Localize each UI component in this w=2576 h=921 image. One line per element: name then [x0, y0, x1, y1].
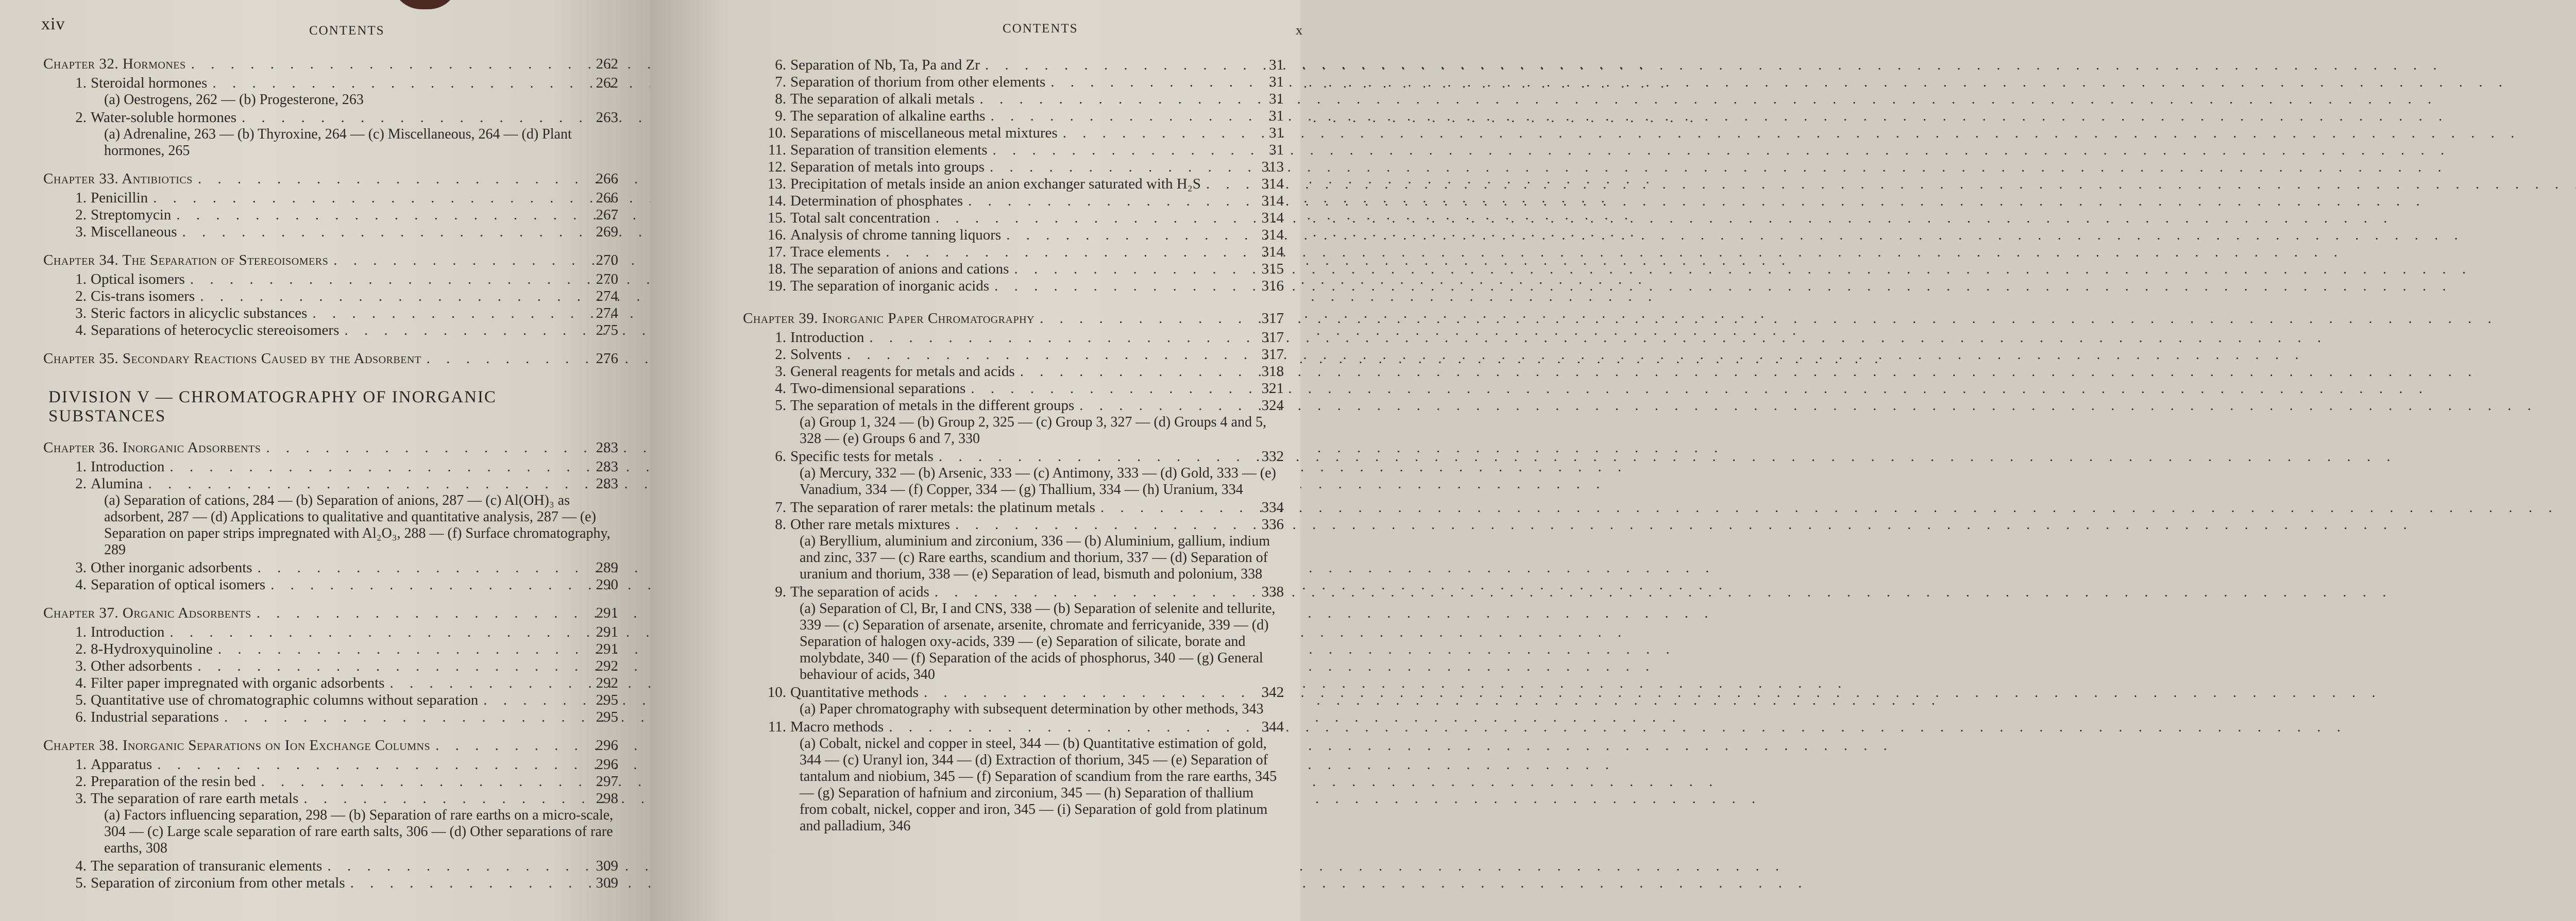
entry-title: 8-Hydroxyquinoline	[91, 641, 213, 657]
entry-page: 283	[596, 458, 618, 475]
entry-number: 14.	[767, 193, 786, 209]
entry-title: Alumina	[91, 475, 143, 492]
leader-dots	[303, 790, 583, 807]
entry-number: 3.	[75, 559, 87, 576]
entry-number: 9.	[775, 584, 786, 600]
entry-number: 3.	[75, 790, 87, 807]
toc-entry	[43, 75, 618, 92]
leader-dots	[435, 737, 583, 754]
entry-number: 4.	[75, 858, 87, 874]
entry-number: 10.	[767, 684, 786, 701]
entry-subsections: (a) Mercury, 332 — (b) Arsenic, 333 — (c) Antimony, 333 — (d) Gold, 333 — (e) Vanadium, 334 — (f) Copper, 334 — (g) Thallium, 334 — (h) Uranium, 334	[800, 465, 1276, 498]
leader-dots	[182, 224, 583, 241]
entry-page: 31	[1269, 125, 1284, 141]
toc-entry	[43, 692, 618, 709]
entry-page: 266	[596, 190, 618, 206]
leader-dots	[258, 559, 583, 576]
toc-entry	[743, 499, 1284, 516]
chapter-page: 296	[596, 737, 618, 754]
toc-entry	[43, 790, 618, 807]
leader-dots	[1100, 499, 1249, 516]
leader-dots	[869, 329, 1249, 346]
leader-dots	[198, 170, 583, 187]
entry-number: 16.	[767, 227, 786, 243]
division-heading: DIVISION V — CHROMATOGRAPHY OF INORGANIC SUBSTANCES	[48, 388, 497, 425]
entry-page: 314	[1261, 176, 1284, 192]
entry-number: 3.	[75, 224, 87, 240]
toc-entry	[43, 475, 618, 492]
leader-dots	[218, 641, 583, 658]
entry-subsections: (a) Group 1, 324 — (b) Group 2, 325 — (c) Group 3, 327 — (d) Groups 4 and 5, 328 — (e) Groups 6 and 7, 330	[800, 414, 1266, 447]
entry-page: 338	[1261, 584, 1284, 600]
entry-title: Other inorganic adsorbents	[91, 559, 252, 576]
entry-page: 314	[1261, 210, 1284, 226]
leader-dots	[889, 719, 1249, 736]
leader-dots	[955, 516, 1249, 533]
toc-entry	[743, 159, 1284, 176]
entry-page: 283	[596, 475, 618, 492]
entry-number: 1.	[75, 190, 87, 206]
leader-dots	[980, 91, 1249, 108]
entry-number: 5.	[75, 875, 87, 891]
entry-title: The separation of rare earth metals	[91, 790, 299, 807]
entry-subsections: (a) Factors influencing separation, 298 — (b) Separation of rare earths on a micro-scale, 304 — (c) Large scale separation of rare earth salts, 306 — (d) Other separations of rare earths, 308	[104, 807, 614, 856]
leader-dots	[176, 207, 583, 224]
leader-dots	[327, 858, 583, 875]
entry-page: 298	[596, 790, 618, 807]
leader-dots	[350, 875, 583, 892]
entry-page: 321	[1261, 380, 1284, 397]
toc-entry	[43, 875, 618, 892]
entry-number: 1.	[75, 624, 87, 640]
entry-number: 1.	[75, 271, 87, 287]
toc-entry	[43, 288, 618, 305]
leader-dots	[993, 142, 1249, 159]
leader-dots	[1079, 397, 1249, 414]
entry-number: 1.	[775, 329, 786, 346]
entry-number: 6.	[75, 709, 87, 725]
entry-number: 1.	[75, 756, 87, 773]
entry-page: 316	[1261, 278, 1284, 294]
entry-title: The separation of metals in the different groups	[790, 397, 1075, 414]
entry-number: 7.	[775, 499, 786, 516]
entry-title: The separation of inorganic acids	[790, 278, 989, 294]
entry-number: 9.	[775, 108, 786, 124]
toc-entry	[43, 271, 618, 288]
toc-entry	[43, 190, 618, 207]
left-page	[0, 0, 650, 921]
leader-dots	[985, 57, 1249, 74]
thumb-shadow	[392, 0, 459, 9]
chapter-title: Chapter 36. Inorganic Adsorbents	[43, 439, 261, 456]
entry-page: 297	[596, 773, 618, 790]
entry-subsections: (a) Separation of Cl, Br, I and CNS, 338 — (b) Separation of selenite and tellurite, 339 — (c) Separation of arsenate, arsenite, chromate and ferricyanide, 339 — (d) Separation of halogen oxy-acids, 339 — (e) Separation of silicate, borate and molybdate, 340 — (f) Separation of the acids of phosphorus, 340 — (g) General behaviour of acids, 340	[800, 601, 1276, 683]
leader-dots	[170, 458, 583, 475]
leader-dots	[257, 605, 583, 622]
entry-title: Streptomycin	[91, 207, 172, 223]
entry-number: 4.	[75, 675, 87, 691]
entry-page: 292	[596, 675, 618, 691]
chapter-heading	[43, 737, 618, 754]
entry-number: 3.	[75, 658, 87, 674]
leader-dots	[1063, 125, 1249, 142]
entry-page: 342	[1261, 684, 1284, 701]
entry-title: Quantitative methods	[790, 684, 919, 701]
entry-title: Steroidal hormones	[91, 75, 208, 91]
toc-entry	[743, 227, 1284, 244]
entry-title: Other rare metals mixtures	[790, 516, 951, 533]
entry-page: 274	[596, 305, 618, 321]
entry-page: 267	[596, 207, 618, 223]
leader-dots	[1206, 176, 1249, 193]
chapter-heading	[43, 605, 618, 622]
entry-title: Filter paper impregnated with organic adsorbents	[91, 675, 385, 691]
entry-page: 275	[596, 322, 618, 338]
entry-title: Introduction	[790, 329, 865, 346]
entry-page: 31	[1269, 91, 1284, 107]
chapter-title: Chapter 39. Inorganic Paper Chromatography	[743, 310, 1035, 327]
entry-page: 314	[1261, 227, 1284, 243]
leader-dots	[170, 624, 583, 641]
chapter-page: 276	[596, 350, 618, 367]
toc-entry	[743, 380, 1284, 397]
entry-page: 317	[1261, 346, 1284, 363]
entry-number: 3.	[775, 363, 786, 380]
entry-page: 290	[596, 576, 618, 593]
leader-dots	[483, 692, 583, 709]
entry-title: The separation of anions and cations	[790, 261, 1009, 277]
leader-dots	[157, 756, 583, 773]
running-head: CONTENTS	[309, 24, 385, 38]
toc-entry	[743, 719, 1284, 736]
entry-page: 262	[596, 75, 618, 91]
leader-dots	[190, 271, 583, 288]
entry-number: 11.	[768, 719, 786, 735]
entry-title: Separations of heterocyclic stereoisomers	[91, 322, 340, 338]
entry-number: 18.	[767, 261, 786, 277]
entry-title: Quantitative use of chromatographic columns without separation	[91, 692, 479, 708]
toc-entry	[743, 397, 1284, 414]
entry-subsections: (a) Separation of cations, 284 — (b) Separation of anions, 287 — (c) Al(OH)₃ as adsorbent, 287 — (d) Applications to qualitative and quantitative analysis, 287 — (e) Separation on paper strips impregnated with Al₂O₃, 288 — (f) Surface chromatography, 289	[104, 492, 611, 558]
entry-page: 309	[596, 858, 618, 874]
chapter-heading	[43, 439, 618, 456]
entry-number: 8.	[775, 91, 786, 107]
toc-entry	[743, 125, 1284, 142]
toc-entry	[43, 576, 618, 593]
entry-title: Separation of zirconium from other metals	[91, 875, 345, 891]
entry-number: 17.	[767, 244, 786, 260]
entry-number: 2.	[75, 109, 87, 126]
entry-title: Separation of transition elements	[790, 142, 988, 158]
entry-title: Penicillin	[91, 190, 148, 206]
entry-title: Trace elements	[790, 244, 881, 260]
entry-title: Solvents	[790, 346, 842, 363]
leader-dots	[936, 210, 1249, 227]
entry-number: 5.	[75, 692, 87, 708]
entry-number: 2.	[75, 773, 87, 790]
entry-number: 1.	[75, 458, 87, 475]
entry-number: 12.	[767, 159, 786, 175]
leader-dots	[935, 584, 1249, 601]
entry-title: Apparatus	[91, 756, 152, 773]
leader-dots	[939, 448, 1249, 465]
entry-page: 31	[1269, 57, 1284, 73]
entry-title: Separations of miscellaneous metal mixtures	[790, 125, 1058, 141]
leader-dots	[990, 159, 1249, 176]
entry-title: Steric factors in alicyclic substances	[91, 305, 308, 321]
toc-entry	[743, 74, 1284, 91]
entry-title: Separation of metals into groups	[790, 159, 985, 175]
page-number: x	[1296, 23, 1302, 38]
toc-left	[43, 56, 618, 892]
entry-number: 11.	[768, 142, 786, 158]
chapter-page: 317	[1261, 310, 1284, 327]
toc-entry	[43, 624, 618, 641]
entry-page: 317	[1261, 329, 1284, 346]
entry-title: Total salt concentration	[790, 210, 930, 226]
entry-page: 315	[1261, 261, 1284, 277]
entry-number: 13.	[767, 176, 786, 192]
toc-entry	[743, 91, 1284, 108]
chapter-page: 270	[596, 252, 618, 268]
chapter-page: 283	[596, 439, 618, 456]
entry-number: 4.	[775, 380, 786, 397]
entry-subsections: (a) Paper chromatography with subsequent determination by other methods, 343	[800, 701, 1264, 717]
entry-subsections: (a) Cobalt, nickel and copper in steel, 344 — (b) Quantitative estimation of gold, 344 — (c) Uranyl ion, 344 — (d) Extraction of thorium, 345 — (e) Separation of tantalum and niobium, 345 — (f) Separation of scandium from the rare earths, 345 — (g) Separation of hafnium and zirconium, 345 — (h) Separation of thallium from cobalt, nickel, copper and iron, 345 — (i) Separation of gold from platinum and palladium, 346	[800, 736, 1277, 834]
toc-entry	[43, 675, 618, 692]
leader-dots	[924, 684, 1249, 701]
toc-entry	[43, 658, 618, 675]
entry-number: 2.	[775, 346, 786, 363]
entry-page: 336	[1261, 516, 1284, 533]
leader-dots	[212, 75, 583, 92]
toc-entry	[743, 142, 1284, 159]
toc-entry	[43, 709, 618, 726]
leader-dots	[990, 108, 1249, 125]
chapter-heading	[43, 56, 618, 73]
entry-number: 6.	[775, 448, 786, 465]
toc-entry	[43, 641, 618, 658]
entry-page: 344	[1261, 719, 1284, 735]
entry-title: Water-soluble hormones	[91, 109, 236, 126]
entry-number: 3.	[75, 305, 87, 321]
entry-title: Introduction	[91, 458, 165, 475]
entry-title: The separation of alkaline earths	[790, 108, 986, 124]
toc-entry	[743, 363, 1284, 380]
entry-number: 19.	[767, 278, 786, 294]
entry-title: Industrial separations	[91, 709, 219, 725]
entry-page: 274	[596, 288, 618, 304]
entry-page: 269	[596, 224, 618, 240]
entry-number: 4.	[75, 322, 87, 338]
toc-entry	[743, 57, 1284, 74]
toc-entry	[743, 329, 1284, 346]
leader-dots	[333, 252, 583, 269]
entry-title: General reagents for metals and acids	[790, 363, 1015, 380]
toc-entry	[743, 516, 1284, 533]
entry-number: 2.	[75, 207, 87, 223]
entry-number: 1.	[75, 75, 87, 91]
toc-entry	[43, 224, 618, 241]
leader-dots	[270, 576, 583, 593]
chapter-title: Chapter 34. The Separation of Stereoisomers	[43, 252, 329, 268]
entry-page: 292	[596, 658, 618, 674]
toc-right	[743, 57, 1284, 835]
chapter-page: 262	[596, 56, 618, 72]
leader-dots	[197, 658, 583, 675]
entry-page: 313	[1261, 159, 1284, 175]
entry-page: 291	[596, 641, 618, 657]
entry-subsections: (a) Beryllium, aluminium and zirconium, 336 — (b) Aluminium, gallium, indium and zinc, 337 — (c) Rare earths, scandium and thorium, 337 — (d) Separation of uranium and thorium, 338 — (e) Separation of lead, bismuth and polonium, 338	[800, 533, 1270, 582]
entry-title: The separation of rarer metals: the platinum metals	[790, 499, 1095, 516]
entry-number: 7.	[775, 74, 786, 90]
running-head: CONTENTS	[1003, 22, 1078, 36]
leader-dots	[1014, 261, 1249, 278]
toc-entry	[43, 305, 618, 322]
chapter-title: Chapter 35. Secondary Reactions Caused by the Adsorbent	[43, 350, 421, 367]
right-page	[650, 0, 1300, 921]
entry-page: 291	[596, 624, 618, 640]
entry-page: 31	[1269, 142, 1284, 158]
leader-dots	[968, 193, 1249, 210]
toc-entry	[43, 756, 618, 773]
leader-dots	[994, 278, 1249, 295]
chapter-title: Chapter 38. Inorganic Separations on Ion Exchange Columns	[43, 737, 431, 754]
entry-title: Specific tests for metals	[790, 448, 934, 465]
leader-dots	[266, 439, 583, 456]
entry-number: 15.	[767, 210, 786, 226]
entry-page: 263	[596, 109, 618, 126]
chapter-heading	[743, 310, 1284, 327]
entry-number: 2.	[75, 288, 87, 304]
leader-dots	[148, 475, 584, 492]
toc-entry	[743, 261, 1284, 278]
toc-entry	[43, 322, 618, 339]
entry-title: Macro methods	[790, 719, 884, 735]
entry-title: Separation of Nb, Ta, Pa and Zr	[790, 57, 980, 73]
entry-title: Separation of thorium from other elements	[790, 74, 1046, 90]
leader-dots	[1020, 363, 1249, 380]
entry-number: 5.	[775, 397, 786, 414]
toc-entry	[743, 193, 1284, 210]
toc-entry	[43, 109, 618, 126]
leader-dots	[389, 675, 583, 692]
entry-page: 314	[1261, 193, 1284, 209]
toc-entry	[743, 584, 1284, 601]
entry-page: 295	[596, 692, 618, 708]
toc-entry	[43, 207, 618, 224]
entry-title: Analysis of chrome tanning liquors	[790, 227, 1002, 243]
entry-number: 4.	[75, 576, 87, 593]
entry-page: 295	[596, 709, 618, 725]
entry-title: Miscellaneous	[91, 224, 177, 240]
toc-entry	[43, 773, 618, 790]
entry-page: 324	[1261, 397, 1284, 414]
entry-number: 8.	[775, 516, 786, 533]
entry-title: Other adsorbents	[91, 658, 193, 674]
entry-page: 289	[596, 559, 618, 576]
leader-dots	[153, 190, 583, 207]
chapter-title: Chapter 33. Antibiotics	[43, 170, 193, 187]
toc-entry	[743, 176, 1284, 193]
toc-entry	[743, 210, 1284, 227]
entry-title: Cis-trans isomers	[91, 288, 195, 304]
leader-dots	[344, 322, 583, 339]
leader-dots	[1006, 227, 1249, 244]
toc-entry	[743, 684, 1284, 701]
page-number: xiv	[41, 14, 65, 33]
entry-page: 31	[1269, 108, 1284, 124]
entry-title: Precipitation of metals inside an anion exchanger saturated with H₂S	[790, 176, 1201, 192]
toc-entry	[743, 448, 1284, 465]
entry-page: 270	[596, 271, 618, 287]
chapter-title: Chapter 37. Organic Adsorbents	[43, 605, 251, 621]
entry-subsections: (a) Oestrogens, 262 — (b) Progesterone, 263	[104, 92, 364, 108]
toc-entry	[43, 458, 618, 475]
chapter-page: 291	[596, 605, 618, 621]
entry-page: 309	[596, 875, 618, 891]
leader-dots	[191, 56, 583, 73]
toc-entry	[43, 559, 618, 576]
entry-title: Determination of phosphates	[790, 193, 963, 209]
entry-subsections: (a) Adrenaline, 263 — (b) Thyroxine, 264 — (c) Miscellaneous, 264 — (d) Plant hormones, 265	[104, 126, 572, 159]
leader-dots	[242, 109, 583, 126]
leader-dots	[1040, 310, 1249, 327]
entry-title: Introduction	[91, 624, 165, 640]
toc-entry	[743, 278, 1284, 295]
entry-title: The separation of acids	[790, 584, 929, 600]
leader-dots	[971, 380, 1249, 397]
toc-entry	[743, 244, 1284, 261]
entry-title: The separation of transuranic elements	[91, 858, 323, 874]
chapter-page: 266	[596, 170, 618, 187]
leader-dots	[224, 709, 583, 726]
chapter-heading	[43, 350, 618, 367]
entry-number: 2.	[75, 641, 87, 657]
entry-page: 332	[1261, 448, 1284, 465]
leader-dots	[886, 244, 1249, 261]
chapter-heading	[43, 170, 618, 187]
leader-dots	[312, 305, 583, 322]
entry-page: 334	[1261, 499, 1284, 516]
leader-dots	[427, 350, 583, 367]
entry-number: 6.	[775, 57, 786, 73]
entry-page: 296	[596, 756, 618, 773]
entry-number: 10.	[767, 125, 786, 141]
chapter-title: Chapter 32. Hormones	[43, 56, 186, 72]
entry-page: 31	[1269, 74, 1284, 90]
entry-title: The separation of alkali metals	[790, 91, 975, 107]
entry-title: Preparation of the resin bed	[91, 773, 256, 790]
leader-dots	[1050, 74, 1249, 91]
toc-entry	[43, 858, 618, 875]
leader-dots	[200, 288, 583, 305]
entry-title: Optical isomers	[91, 271, 185, 287]
chapter-heading	[43, 252, 618, 269]
entry-number: 2.	[75, 475, 87, 492]
toc-entry	[743, 346, 1284, 363]
entry-page: 314	[1261, 244, 1284, 260]
entry-title: Separation of optical isomers	[91, 576, 266, 593]
toc-entry	[743, 108, 1284, 125]
leader-dots	[847, 346, 1249, 363]
entry-title: Two-dimensional separations	[790, 380, 966, 397]
leader-dots	[261, 773, 583, 790]
entry-page: 318	[1261, 363, 1284, 380]
